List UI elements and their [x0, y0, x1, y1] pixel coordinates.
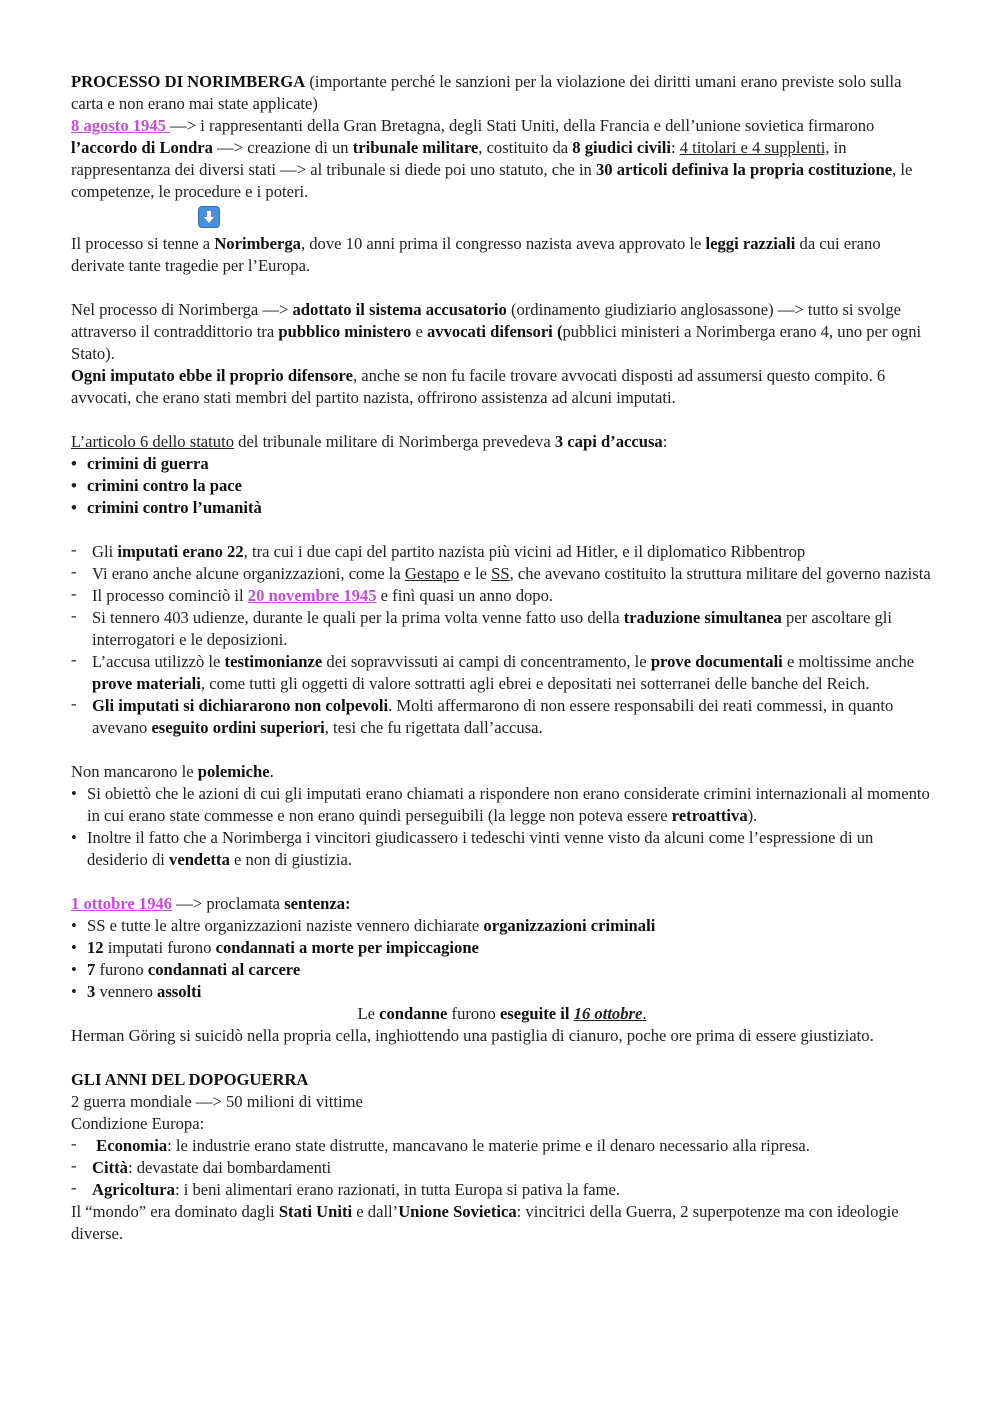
list-item: • Inoltre il fatto che a Norimberga i vincitori giudicassero i tedeschi vinti venne visto da alcuni come l’espressione di un desiderio di vendetta e non di giustizia. — [71, 827, 933, 871]
date-8-agosto: 8 agosto 1945 — [71, 116, 171, 135]
list-item: - Si tennero 403 udienze, durante le quali per la prima volta venne fatto uso della traduzione simultanea per ascoltare gli interrogatori e le deposizioni. — [71, 607, 933, 651]
arrow-row — [71, 203, 933, 233]
process-facts-list — [71, 541, 933, 739]
list-item: • crimini contro l’umanità — [71, 497, 933, 519]
list-item: - Gli imputati erano 22, tra cui i due capi del partito nazista più vicini ad Hitler, e il diplomatico Ribbentrop — [71, 541, 933, 563]
list-item: - Agricoltura: i beni alimentari erano razionati, in tutta Europa si pativa la fame. — [71, 1179, 933, 1201]
condizione-europa-line: Condizione Europa: — [71, 1114, 205, 1133]
date-1-ottobre: 1 ottobre 1946 — [71, 894, 173, 913]
polemiche-list — [71, 783, 933, 871]
intro-paragraph: PROCESSO DI NORIMBERGA (importante perché le sanzioni per la violazione dei diritti umani erano previste solo sulla carta e non erano mai state applicate) — [71, 72, 902, 113]
list-item: • 12 imputati furono condannati a morte per impiccagione — [71, 937, 933, 959]
goring-paragraph: Herman Göring si suicidò nella propria cella, inghiottendo una pastiglia di cianuro, poche ore prima di essere giustiziato. — [71, 1026, 874, 1045]
list-item: - Il processo cominciò il 20 novembre 1945 e finì quasi un anno dopo. — [71, 585, 933, 607]
list-item: - L’accusa utilizzò le testimonianze dei sopravvissuti ai campi di concentramento, le prove documentali e moltissime anche prove materiali, come tutti gli oggetti di valore sottratti agli ebrei e depositati nei sotterranei delle banche del Reich. — [71, 651, 933, 695]
sentenza-paragraph: 1 ottobre 1946 —> proclamata sentenza: — [71, 894, 351, 913]
list-item: • SS e tutte le altre organizzazioni naziste vennero dichiarate organizzazioni criminali — [71, 915, 933, 937]
accordo-paragraph: 8 agosto 1945 —> i rappresentanti della Gran Bretagna, degli Stati Uniti, della Francia e dell’unione sovietica firmarono l’accordo di Londra —> creazione di un tribunale militare, costituito da 8 giudici civili: 4 titolari e 4 supplenti, in rappresentanza dei diversi stati —> al tribunale si diede poi uno statuto, che in 30 articoli definiva la propria costituzione, le competenze, le procedure e i poteri. — [71, 116, 913, 201]
polemiche-paragraph: Non mancarono le polemiche. — [71, 762, 274, 781]
document-page — [71, 71, 933, 1245]
charges-list — [71, 453, 933, 519]
date-16-ottobre: 16 ottobre — [573, 1004, 643, 1023]
superpotenze-paragraph: Il “mondo” era dominato dagli Stati Uniti e dall’Unione Sovietica: vincitrici della Guerra, 2 superpotenze ma con ideologie diverse. — [71, 1202, 899, 1243]
list-item: • crimini contro la pace — [71, 475, 933, 497]
list-item: - Gli imputati si dichiararono non colpevoli. Molti affermarono di non essere responsabili dei reati commessi, in quanto avevano eseguito ordini superiori, tesi che fu rigettata dall’accusa. — [71, 695, 933, 739]
list-item: • Si obiettò che le azioni di cui gli imputati erano chiamati a rispondere non erano considerate crimini internazionali al momento in cui erano state commesse e non erano quindi perseguibili (la legge non poteva essere retroattiva). — [71, 783, 933, 827]
sistema-accusatorio-paragraph: Nel processo di Norimberga —> adottato il sistema accusatorio (ordinamento giudiziario anglosassone) —> tutto si svolge attraverso il contraddittorio tra pubblico ministero e avvocati difensori (pubblici ministeri a Norimberga erano 4, uno per ogni Stato). — [71, 300, 922, 363]
list-item: • crimini di guerra — [71, 453, 933, 475]
section-title-norimberga: PROCESSO DI NORIMBERGA — [71, 72, 306, 91]
list-item: • 3 vennero assolti — [71, 981, 933, 1003]
list-item: - Città: devastate dai bombardamenti — [71, 1157, 933, 1179]
list-item: • 7 furono condannati al carcere — [71, 959, 933, 981]
list-item: - Economia: le industrie erano state distrutte, mancavano le materie prime e il denaro necessario alla ripresa. — [71, 1135, 933, 1157]
date-20-novembre: 20 novembre 1945 — [247, 586, 377, 605]
down-arrow-emoji-icon — [198, 206, 220, 228]
difensore-paragraph: Ogni imputato ebbe il proprio difensore, anche se non fu facile trovare avvocati disposti ad assumersi questo compito. 6 avvocati, che erano stati membri del partito nazista, offrirono assistenza ad alcuni imputati. — [71, 366, 886, 407]
norimberga-paragraph: Il processo si tenne a Norimberga, dove 10 anni prima il congresso nazista aveva approvato le leggi razziali da cui erano derivate tante tragedie per l’Europa. — [71, 234, 881, 275]
vittime-line: 2 guerra mondiale —> 50 milioni di vittime — [71, 1092, 363, 1111]
articolo-6-paragraph: L’articolo 6 dello statuto del tribunale militare di Norimberga prevedeva 3 capi d’accusa: — [71, 432, 668, 451]
sentenza-list — [71, 915, 933, 1003]
condanne-line: Le condanne furono eseguite il 16 ottobre. — [357, 1004, 647, 1023]
europa-conditions-list — [71, 1135, 933, 1201]
list-item: - Vi erano anche alcune organizzazioni, come la Gestapo e le SS, che avevano costituito la struttura militare del governo nazista — [71, 563, 933, 585]
section-title-dopoguerra: GLI ANNI DEL DOPOGUERRA — [71, 1070, 309, 1089]
